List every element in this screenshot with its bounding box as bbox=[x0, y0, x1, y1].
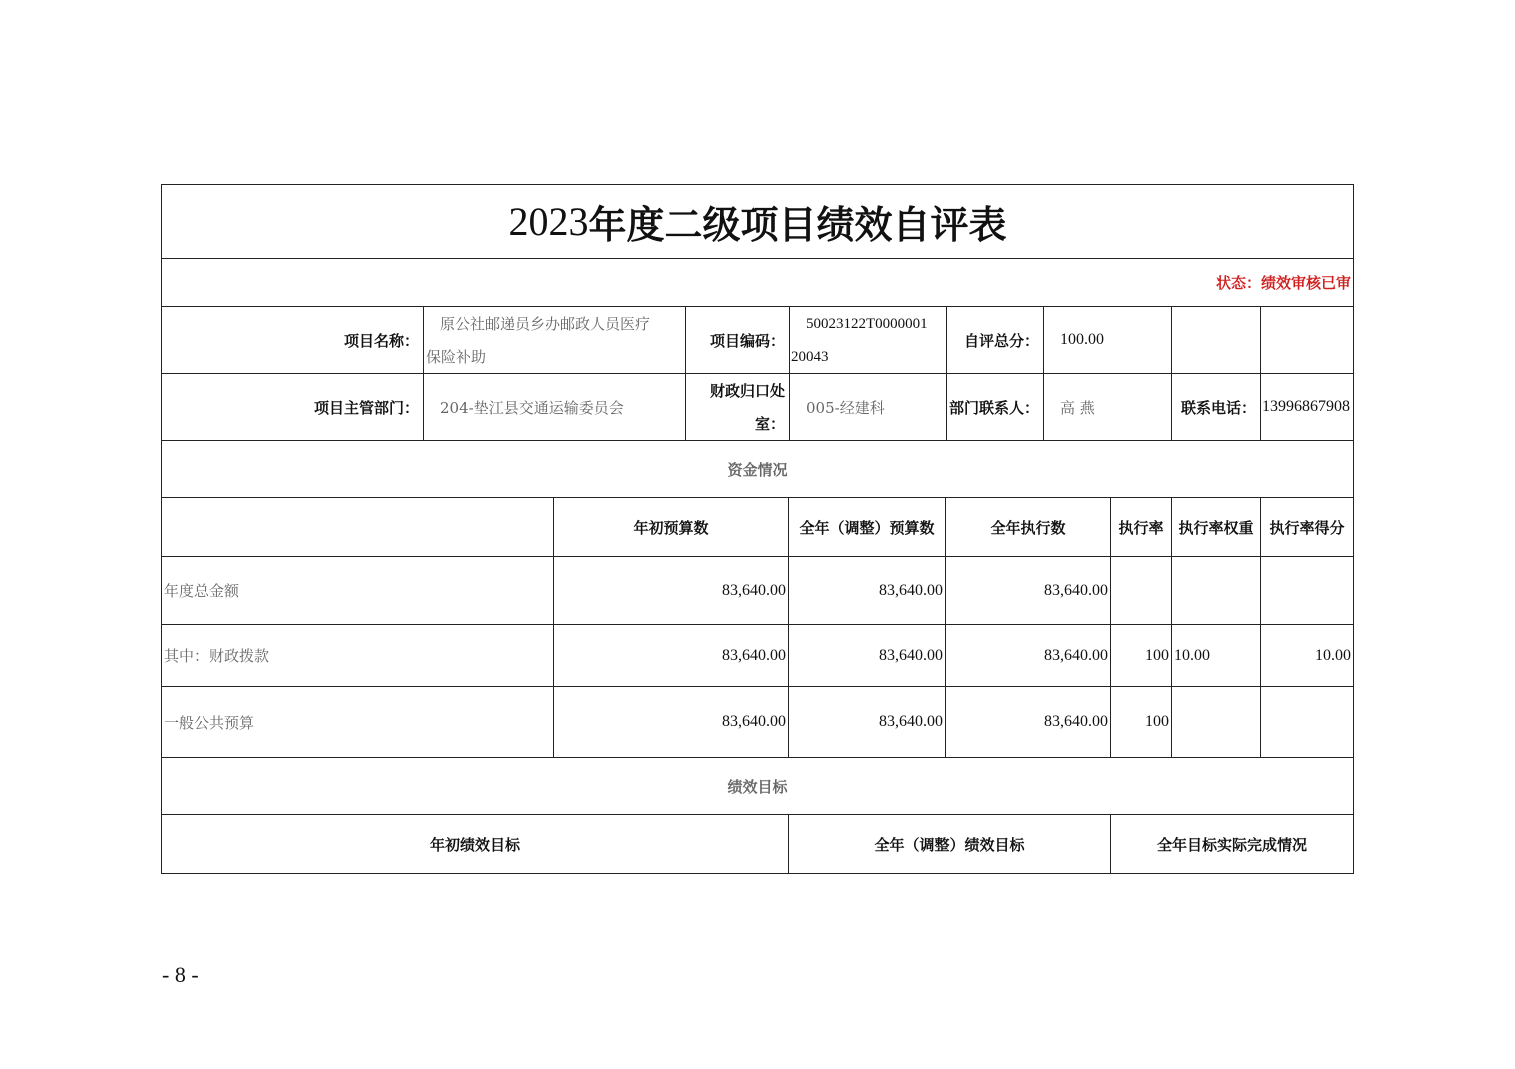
project-code-line1: 50023122T0000001 bbox=[806, 316, 928, 332]
status-badge: 状态：绩效审核已审 bbox=[1215, 274, 1351, 292]
project-code-label: 项目编码： bbox=[686, 307, 790, 373]
table-row bbox=[162, 625, 1353, 687]
finance-office-label-line2: 室： bbox=[754, 415, 785, 433]
table-title bbox=[162, 185, 1353, 258]
row-label: 一般公共预算 bbox=[162, 687, 554, 757]
performance-self-evaluation-table bbox=[161, 184, 1354, 874]
title-row bbox=[162, 185, 1353, 259]
contact-value: 高 燕 bbox=[1044, 374, 1172, 440]
department-value: 204-垫江县交通运输委员会 bbox=[424, 374, 686, 440]
executed-cell: 83,640.00 bbox=[946, 625, 1111, 686]
project-name-row bbox=[162, 307, 1353, 374]
title-text: 年度二级项目绩效自评表 bbox=[588, 202, 1007, 247]
header-rate-score: 执行率得分 bbox=[1269, 518, 1345, 537]
executed-cell: 83,640.00 bbox=[946, 687, 1111, 757]
funds-header-row bbox=[162, 498, 1353, 557]
adjusted-budget-cell: 83,640.00 bbox=[789, 557, 946, 624]
row-label: 其中：财政拨款 bbox=[162, 625, 554, 686]
self-score-value: 100.00 bbox=[1044, 307, 1172, 373]
phone-value: 13996867908 bbox=[1262, 398, 1350, 415]
header-actual-completion: 全年目标实际完成情况 bbox=[1156, 835, 1307, 854]
funds-section-row bbox=[162, 441, 1353, 498]
empty-cell bbox=[1261, 307, 1353, 373]
rate-cell: 100 bbox=[1111, 625, 1172, 686]
department-row bbox=[162, 374, 1353, 441]
initial-budget-cell: 83,640.00 bbox=[554, 557, 789, 624]
header-executed: 全年执行数 bbox=[946, 498, 1111, 556]
score-cell bbox=[1261, 557, 1353, 624]
project-name-line1: 原公社邮递员乡办邮政人员医疗 bbox=[440, 315, 651, 333]
goals-section-title: 绩效目标 bbox=[727, 777, 788, 796]
header-adjusted-goals: 全年（调整）绩效目标 bbox=[789, 815, 1111, 873]
phone-label: 联系电话： bbox=[1172, 374, 1261, 440]
header-initial-goals: 年初绩效目标 bbox=[162, 815, 789, 873]
header-adjusted-budget: 全年（调整）预算数 bbox=[789, 498, 946, 556]
finance-office-label bbox=[686, 374, 790, 440]
goals-header-row bbox=[162, 815, 1353, 873]
empty-cell bbox=[1172, 307, 1261, 373]
finance-office-value: 005-经建科 bbox=[790, 374, 947, 440]
header-rate-weight: 执行率权重 bbox=[1172, 498, 1261, 556]
project-code-value bbox=[790, 307, 947, 373]
weight-cell: 10.00 bbox=[1172, 625, 1261, 686]
status-row bbox=[162, 259, 1353, 307]
page-number: - 8 - bbox=[162, 962, 199, 987]
weight-cell bbox=[1172, 687, 1261, 757]
project-name-label: 项目名称： bbox=[162, 307, 424, 373]
goals-section-row bbox=[162, 758, 1353, 815]
initial-budget-cell: 83,640.00 bbox=[554, 625, 789, 686]
funds-section-title: 资金情况 bbox=[727, 460, 788, 479]
finance-office-label-line1: 财政归口处 bbox=[709, 382, 785, 400]
department-label: 项目主管部门： bbox=[162, 374, 424, 440]
rate-cell: 100 bbox=[1111, 687, 1172, 757]
adjusted-budget-cell: 83,640.00 bbox=[789, 625, 946, 686]
rate-cell bbox=[1111, 557, 1172, 624]
project-code-line2: 20043 bbox=[791, 349, 829, 365]
title-year: 2023 bbox=[508, 199, 589, 244]
self-score-label: 自评总分： bbox=[947, 307, 1044, 373]
project-name-value bbox=[424, 307, 686, 373]
table-row bbox=[162, 687, 1353, 758]
score-cell: 10.00 bbox=[1315, 646, 1351, 664]
header-execution-rate: 执行率 bbox=[1111, 498, 1172, 556]
contact-label: 部门联系人： bbox=[947, 374, 1044, 440]
project-name-line2: 保险补助 bbox=[426, 348, 487, 366]
weight-cell bbox=[1172, 557, 1261, 624]
header-initial-budget: 年初预算数 bbox=[554, 498, 789, 556]
row-label: 年度总金额 bbox=[162, 557, 554, 624]
initial-budget-cell: 83,640.00 bbox=[554, 687, 789, 757]
table-row bbox=[162, 557, 1353, 625]
adjusted-budget-cell: 83,640.00 bbox=[789, 687, 946, 757]
executed-cell: 83,640.00 bbox=[946, 557, 1111, 624]
score-cell bbox=[1261, 687, 1353, 757]
funds-header-blank bbox=[162, 498, 554, 556]
